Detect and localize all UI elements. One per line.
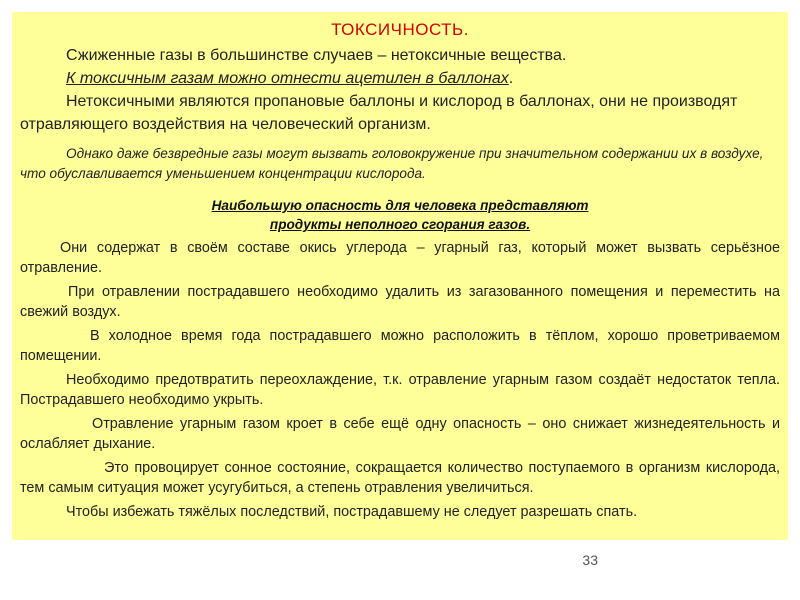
paragraph-fresh-air: При отравлении пострадавшего необходимо удалить из загазованного помещения и переместить на свежий воздух. xyxy=(20,284,780,320)
paragraph-propane-oxygen: Нетоксичными являются пропановые баллоны и кислород в баллонах, они не производят отравляющего воздействия на человеческий организм. xyxy=(20,93,738,133)
slide-title: ТОКСИЧНОСТЬ. xyxy=(331,20,469,39)
paragraph-breathing: Отравление угарным газом кроет в себе ещё одну опасность – оно снижает жизнедеятельность и ослабляет дыхание. xyxy=(20,416,780,452)
italic-note: Однако даже безвредные газы могут вызвать головокружение при значительном содержании их в воздухе, что обуславливается уменьшением концентрации кислорода. xyxy=(20,146,764,181)
paragraph-no-sleep: Чтобы избежать тяжёлых последствий, пострадавшему не следует разрешать спать. xyxy=(66,504,638,520)
paragraph-drowsiness: Это провоцирует сонное состояние, сокращается количество поступаемого в организм кислорода, тем самым ситуация может усугубиться, а степень отравления увеличиться. xyxy=(20,460,780,496)
paragraph-nontoxic: Сжиженные газы в большинстве случаев – нетоксичные вещества. xyxy=(66,47,567,64)
paragraph-toxic xyxy=(20,67,780,90)
toxic-gases-underlined: К токсичным газам можно отнести ацетилен в баллонах xyxy=(66,70,509,87)
slide-content xyxy=(12,12,788,540)
paragraph-cold-season: В холодное время года пострадавшего можно расположить в тёплом, хорошо проветриваемом помещении. xyxy=(20,328,780,364)
danger-heading-line1: Наибольшую опасность для человека представляют xyxy=(211,198,589,213)
toxic-period: . xyxy=(508,70,514,87)
danger-heading xyxy=(20,196,780,234)
paragraph-carbon-monoxide: Они содержат в своём составе окись углерода – угарный газ, который может вызвать серьёзное отравление. xyxy=(20,240,780,276)
paragraph-hypothermia: Необходимо предотвратить переохлаждение, т.к. отравление угарным газом создаёт недостаток тепла. Пострадавшего необходимо укрыть. xyxy=(20,372,780,408)
danger-heading-line2: продукты неполного сгорания газов. xyxy=(269,217,531,232)
page-number: 33 xyxy=(582,552,598,568)
